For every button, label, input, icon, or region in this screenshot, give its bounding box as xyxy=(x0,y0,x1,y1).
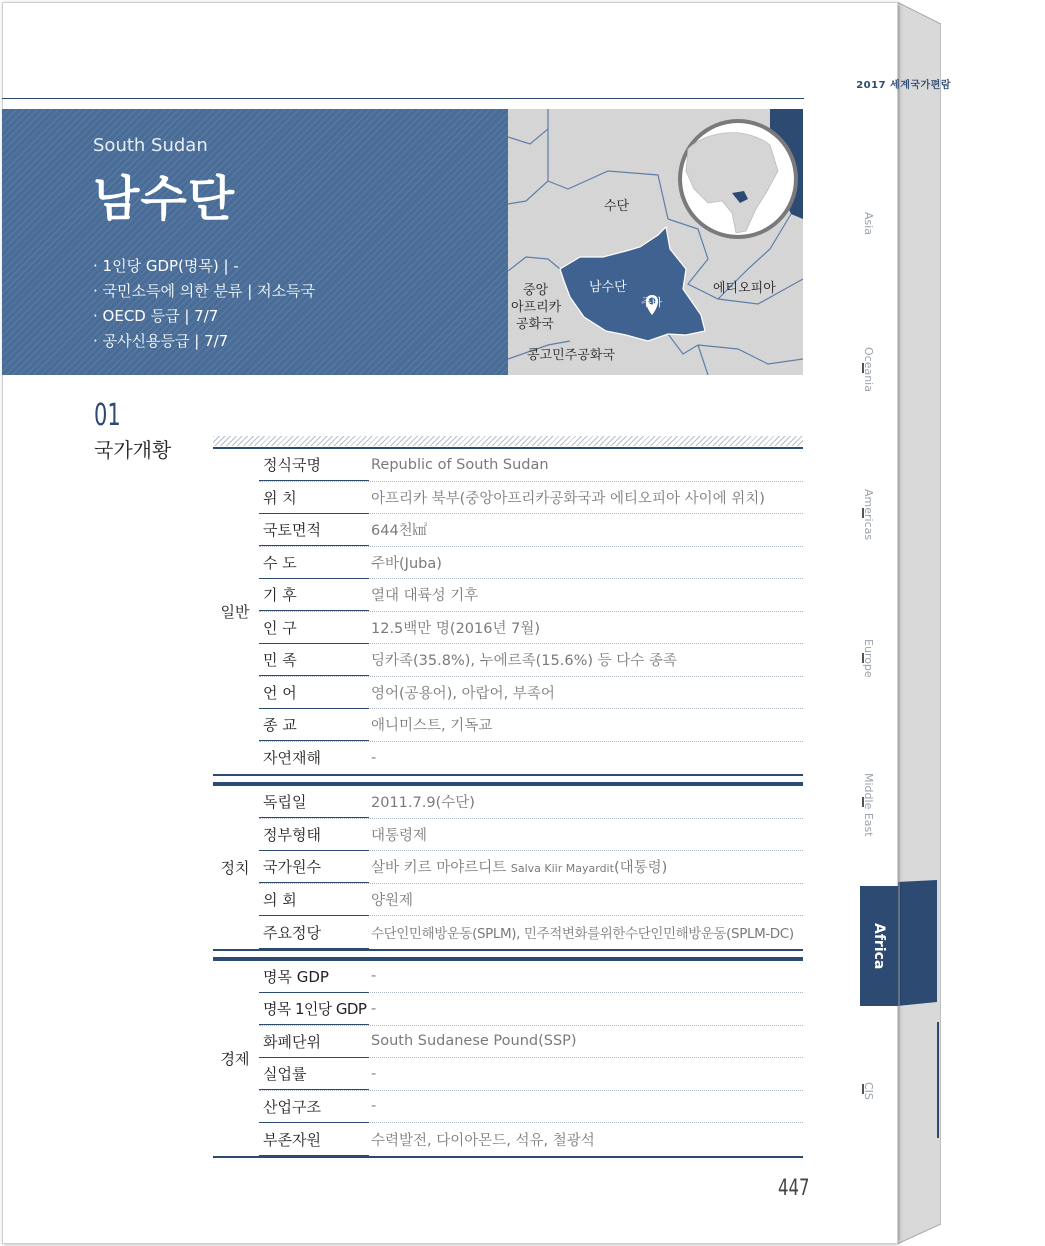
row-value: 애니미스트, 기독교 xyxy=(371,718,493,735)
table-row xyxy=(259,993,803,1026)
fact-oecd-grade: · OECD 등급 | 7/7 xyxy=(93,307,219,325)
map-label-car-1: 중앙 xyxy=(523,283,549,298)
row-label: 실업률 xyxy=(259,1059,369,1091)
row-value xyxy=(369,856,803,877)
key-facts xyxy=(93,254,315,354)
table-row xyxy=(259,851,803,884)
row-value: - xyxy=(371,1098,377,1115)
side-tab-europe[interactable]: Europe xyxy=(862,639,875,678)
table-row xyxy=(259,1058,803,1091)
row-value: 12.5백만 명(2016년 7월) xyxy=(371,620,540,637)
row-value: - xyxy=(371,749,377,766)
map-label-juba: 주바 xyxy=(641,296,663,309)
row-label: 종 교 xyxy=(259,710,369,742)
category-politics: 정치 xyxy=(220,858,250,877)
section-number: 01 xyxy=(94,398,121,433)
row-value: - xyxy=(371,1000,377,1017)
table-row xyxy=(259,677,803,710)
table-hatch-bar xyxy=(213,436,803,446)
table-row xyxy=(259,612,803,645)
row-value: 영어(공용어), 아랍어, 부족어 xyxy=(371,685,555,702)
map-label-car-3: 공화국 xyxy=(516,317,554,332)
row-value: 2011.7.9(수단) xyxy=(371,795,475,812)
row-label: 산업구조 xyxy=(259,1091,369,1123)
fact-gdp-per-capita: · 1인당 GDP(명목) | - xyxy=(93,257,239,275)
row-value: 열대 대륙성 기후 xyxy=(371,588,479,605)
row-label: 주요정당 xyxy=(259,917,369,950)
page-number: 447 xyxy=(778,1176,810,1201)
map-label-ethiopia: 에티오피아 xyxy=(713,281,776,296)
table-row xyxy=(259,1123,803,1156)
table-row xyxy=(259,1091,803,1124)
row-label: 부존자원 xyxy=(259,1124,369,1157)
row-value: 아프리카 북부(중앙아프리카공화국과 에티오피아 사이에 위치) xyxy=(371,490,765,507)
row-label: 정식국명 xyxy=(259,450,369,482)
table-row xyxy=(259,579,803,612)
section-title: 국가개황 xyxy=(94,438,172,462)
row-label: 명목 GDP xyxy=(259,961,369,993)
row-value: 대통령제 xyxy=(371,827,428,844)
table-row xyxy=(259,1026,803,1059)
running-head-rule xyxy=(2,98,804,99)
table-row xyxy=(259,786,803,819)
row-value: 644천㎢ xyxy=(371,523,428,540)
row-value: Republic of South Sudan xyxy=(371,456,549,473)
country-overview-table xyxy=(213,447,803,1158)
row-label: 명목 1인당 GDP xyxy=(259,994,369,1026)
map-label-drc: 콩고민주공화국 xyxy=(527,348,615,363)
fact-income-class: · 국민소득에 의한 분류 | 저소득국 xyxy=(93,282,316,300)
category-general: 일반 xyxy=(220,603,250,621)
country-korean-name: 남수단 xyxy=(93,171,236,227)
side-tab-asia[interactable]: Asia xyxy=(862,212,875,236)
side-tab-africa[interactable]: Africa xyxy=(860,886,898,1006)
row-value: 딩카족(35.8%), 누에르족(15.6%) 등 다수 종족 xyxy=(371,653,677,670)
row-label: 국토면적 xyxy=(259,515,369,547)
table-row xyxy=(259,884,803,917)
row-value: - xyxy=(371,968,377,985)
book-edge xyxy=(897,2,941,1244)
group-divider xyxy=(213,774,803,784)
row-label: 언 어 xyxy=(259,677,369,709)
row-label: 수 도 xyxy=(259,547,369,579)
row-label: 독립일 xyxy=(259,787,369,819)
fact-credit-grade: · 공사신용등급 | 7/7 xyxy=(93,332,229,350)
side-tab-americas[interactable]: Americas xyxy=(862,489,875,541)
row-label: 기 후 xyxy=(259,580,369,612)
row-label: 국가원수 xyxy=(259,852,369,884)
map-label-sudan: 수단 xyxy=(604,199,630,214)
row-value: 주바(Juba) xyxy=(371,555,442,572)
row-value: - xyxy=(371,1065,377,1082)
row-label: 자연재해 xyxy=(259,742,369,775)
row-label: 인 구 xyxy=(259,612,369,644)
group-general xyxy=(213,447,803,774)
country-english-name: South Sudan xyxy=(93,135,208,156)
row-value: 수단인민해방운동(SPLM), 민주적변화를위한수단인민해방운동(SPLM-DC) xyxy=(371,926,794,943)
running-head: 2017 세계국가편람 xyxy=(856,80,951,91)
map-label-car-2: 아프리카 xyxy=(511,300,562,315)
table-row xyxy=(259,547,803,580)
table-row xyxy=(259,916,803,949)
row-value: 수력발전, 다이아몬드, 석유, 철광석 xyxy=(371,1132,595,1149)
row-label: 민 족 xyxy=(259,645,369,677)
table-row xyxy=(259,742,803,775)
row-value: 양원제 xyxy=(371,892,414,909)
table-row xyxy=(259,514,803,547)
head-of-state-title: (대통령) xyxy=(613,860,668,877)
side-tab-middle-east[interactable]: Middle East xyxy=(862,773,875,837)
table-row xyxy=(259,449,803,482)
head-of-state-name: 살바 키르 마야르디트 xyxy=(371,860,507,877)
group-divider xyxy=(213,949,803,959)
row-label: 화폐단위 xyxy=(259,1026,369,1058)
map-label-south-sudan: 남수단 xyxy=(589,280,627,295)
table-row xyxy=(259,961,803,994)
group-economy xyxy=(213,959,803,1156)
row-label: 위 치 xyxy=(259,482,369,514)
side-tab-cis[interactable]: CIS xyxy=(862,1082,875,1100)
country-map xyxy=(508,109,803,375)
head-of-state-roman: Salva Kiir Mayardit xyxy=(510,862,614,876)
table-row xyxy=(259,644,803,677)
row-label: 의 회 xyxy=(259,884,369,916)
table-row xyxy=(259,819,803,852)
category-economy: 경제 xyxy=(220,1049,250,1068)
row-value: South Sudanese Pound(SSP) xyxy=(371,1033,577,1050)
table-row xyxy=(259,709,803,742)
side-tab-oceania[interactable]: Oceania xyxy=(862,347,875,392)
group-politics xyxy=(213,784,803,949)
table-row xyxy=(259,482,803,515)
row-label: 정부형태 xyxy=(259,819,369,851)
